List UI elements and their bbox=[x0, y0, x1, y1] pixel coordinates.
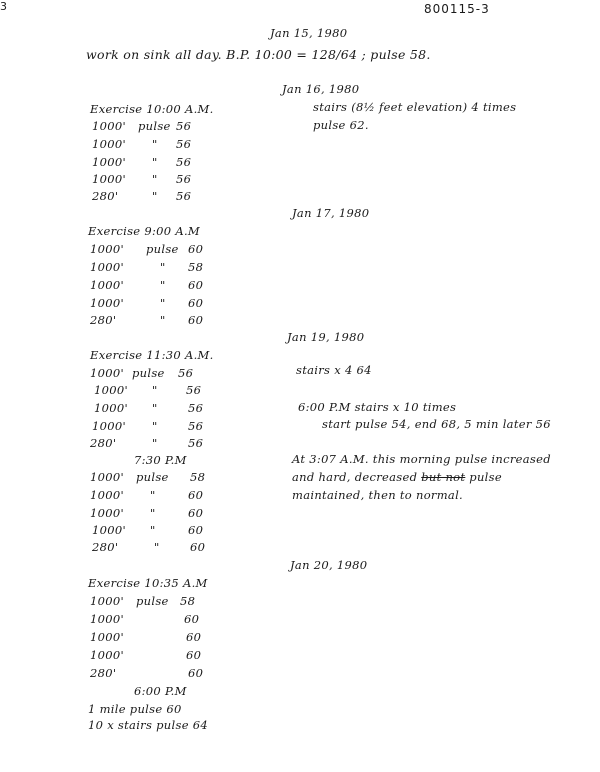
jan-19-evening-line2: start pulse 54, end 68, 5 min later 56 bbox=[322, 417, 551, 431]
table-row-value: 56 bbox=[176, 155, 192, 169]
table-row: 280' bbox=[90, 666, 117, 680]
table-row: 1000' bbox=[92, 137, 126, 151]
table-row-value: 58 bbox=[190, 470, 206, 484]
table-row-label: " bbox=[152, 419, 158, 433]
exercise-4b-line2: 10 x stairs pulse 64 bbox=[88, 718, 208, 732]
table-row: 1000' bbox=[90, 630, 124, 644]
table-row-label: " bbox=[152, 401, 158, 415]
table-row-label: " bbox=[152, 172, 158, 186]
table-row: 1000' bbox=[90, 242, 124, 256]
table-row-value: 60 bbox=[188, 313, 204, 327]
exercise-4b-line1: 1 mile pulse 60 bbox=[88, 702, 182, 716]
table-row-value: 56 bbox=[176, 119, 192, 133]
table-row-value: 56 bbox=[188, 401, 204, 415]
jan-16-stairs-line2: pulse 62. bbox=[313, 118, 369, 132]
table-row-value: 56 bbox=[186, 383, 202, 397]
table-row-label: " bbox=[160, 296, 166, 310]
table-row: 1000' bbox=[90, 648, 124, 662]
table-row-label: pulse bbox=[138, 119, 171, 133]
table-row: 1000' bbox=[90, 470, 124, 484]
table-row: 280' bbox=[92, 189, 119, 203]
table-row-label: " bbox=[152, 383, 158, 397]
table-row: 1000' bbox=[90, 488, 124, 502]
document-id: 800115-3 bbox=[424, 2, 490, 16]
table-row-value: 60 bbox=[190, 540, 206, 554]
date-jan-19: Jan 19, 1980 bbox=[287, 330, 365, 344]
table-row: 1000' bbox=[92, 523, 126, 537]
table-row: 1000' bbox=[92, 155, 126, 169]
table-row: 1000' bbox=[90, 260, 124, 274]
table-row-label: " bbox=[160, 278, 166, 292]
table-row-label: " bbox=[150, 488, 156, 502]
exercise-3b-heading: 7:30 P.M bbox=[134, 453, 187, 467]
table-row-value: 60 bbox=[188, 506, 204, 520]
table-row-value: 60 bbox=[188, 523, 204, 537]
date-jan-20: Jan 20, 1980 bbox=[290, 558, 368, 572]
table-row-value: 56 bbox=[176, 172, 192, 186]
table-row-value: 60 bbox=[184, 612, 200, 626]
table-row-value: 60 bbox=[188, 278, 204, 292]
jan-15-note: work on sink all day. B.P. 10:00 = 128/64 ; pulse 58. bbox=[86, 47, 431, 62]
table-row-value: 60 bbox=[188, 242, 204, 256]
table-row-value: 60 bbox=[188, 488, 204, 502]
table-row-label: pulse bbox=[132, 366, 165, 380]
table-row-value: 56 bbox=[176, 137, 192, 151]
table-row: 1000' bbox=[92, 119, 126, 133]
table-row: 1000' bbox=[90, 278, 124, 292]
jan-16-stairs-line1: stairs (8½ feet elevation) 4 times bbox=[313, 100, 517, 114]
jan-19-evening-line1: 6:00 P.M stairs x 10 times bbox=[298, 400, 457, 414]
jan-19-note-line3: maintained, then to normal. bbox=[292, 488, 464, 502]
table-row: 1000' bbox=[90, 366, 124, 380]
exercise-4-heading: Exercise 10:35 A.M bbox=[88, 576, 208, 590]
table-row-label: " bbox=[150, 523, 156, 537]
table-row-value: 58 bbox=[188, 260, 204, 274]
table-row: 280' bbox=[90, 313, 117, 327]
exercise-3-heading: Exercise 11:30 A.M. bbox=[90, 348, 214, 362]
table-row-label: " bbox=[152, 155, 158, 169]
jan-19-stairs: stairs x 4 64 bbox=[296, 363, 372, 377]
table-row-label: pulse bbox=[136, 470, 169, 484]
jan-19-note-line1: At 3:07 A.M. this morning pulse increased bbox=[292, 452, 551, 466]
table-row-label: pulse bbox=[146, 242, 179, 256]
table-row-value: 60 bbox=[186, 648, 202, 662]
struck-text: but not bbox=[421, 470, 466, 484]
table-row-value: 56 bbox=[178, 366, 194, 380]
table-row-label: " bbox=[160, 313, 166, 327]
table-row-value: 56 bbox=[188, 419, 204, 433]
table-row-label: " bbox=[152, 189, 158, 203]
table-row-label: " bbox=[150, 506, 156, 520]
table-row: 280' bbox=[92, 540, 119, 554]
table-row-label: " bbox=[152, 436, 158, 450]
table-row-label: " bbox=[152, 137, 158, 151]
exercise-1-heading: Exercise 10:00 A.M. bbox=[90, 102, 214, 116]
table-row-value: 58 bbox=[180, 594, 196, 608]
jan-19-note-line2: and hard, decreased but not pulse bbox=[292, 470, 502, 484]
table-row: 1000' bbox=[90, 506, 124, 520]
table-row-value: 56 bbox=[188, 436, 204, 450]
table-row-label: pulse bbox=[136, 594, 169, 608]
date-jan-15: Jan 15, 1980 bbox=[270, 26, 348, 40]
table-row: 1000' bbox=[94, 383, 128, 397]
table-row-label: " bbox=[160, 260, 166, 274]
table-row: 1000' bbox=[94, 401, 128, 415]
table-row-value: 60 bbox=[188, 296, 204, 310]
page-edge-mark: 3 bbox=[0, 0, 7, 13]
date-jan-17: Jan 17, 1980 bbox=[292, 206, 370, 220]
table-row-value: 60 bbox=[188, 666, 204, 680]
date-jan-16: Jan 16, 1980 bbox=[282, 82, 360, 96]
table-row-value: 60 bbox=[186, 630, 202, 644]
table-row-label: " bbox=[154, 540, 160, 554]
exercise-4b-heading: 6:00 P.M bbox=[134, 684, 187, 698]
table-row-value: 56 bbox=[176, 189, 192, 203]
exercise-2-heading: Exercise 9:00 A.M bbox=[88, 224, 200, 238]
table-row: 1000' bbox=[92, 172, 126, 186]
table-row: 280' bbox=[90, 436, 117, 450]
table-row: 1000' bbox=[90, 296, 124, 310]
table-row: 1000' bbox=[90, 594, 124, 608]
table-row: 1000' bbox=[92, 419, 126, 433]
table-row: 1000' bbox=[90, 612, 124, 626]
